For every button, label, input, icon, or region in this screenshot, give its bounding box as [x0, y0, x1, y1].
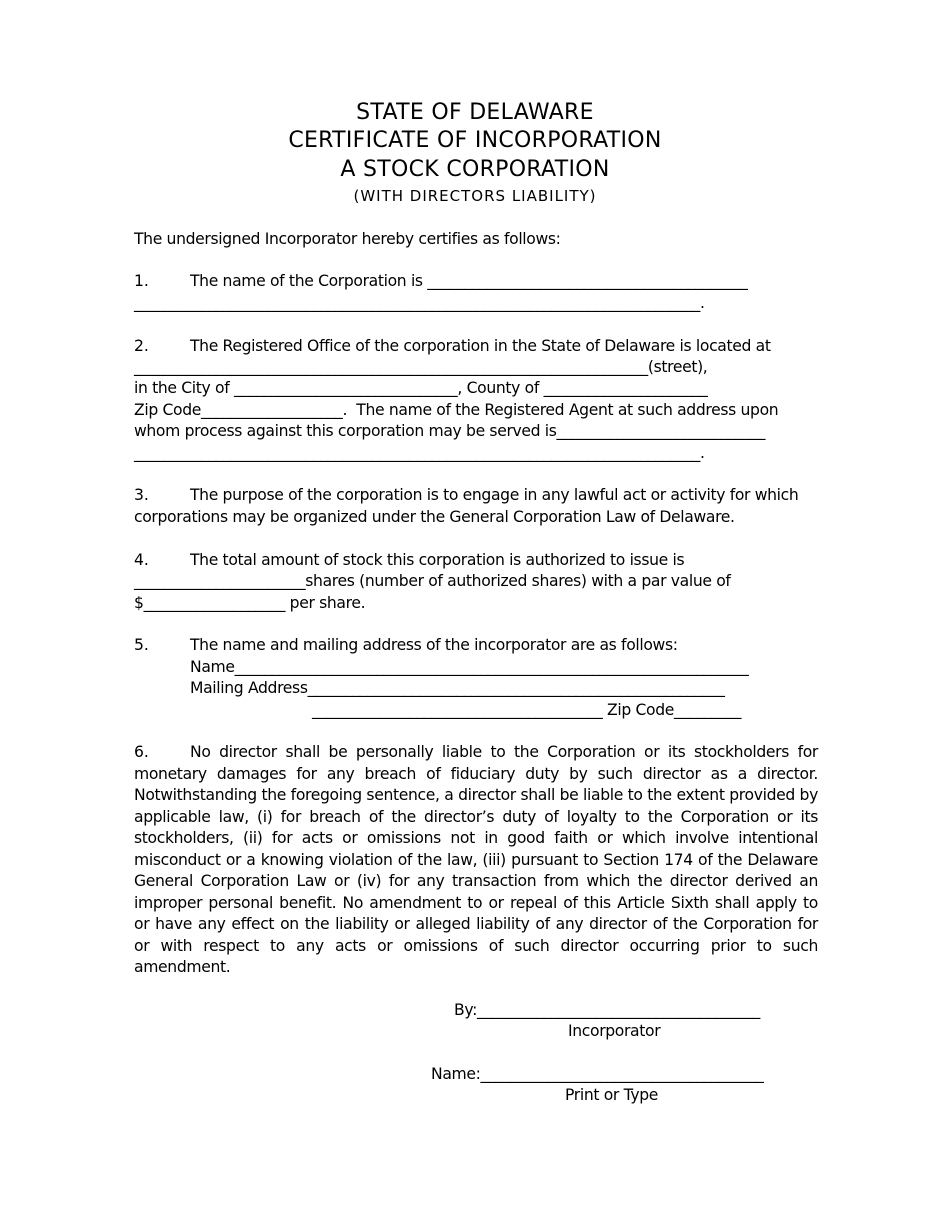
article-2-line-2: _____________________________________________________________________(street),: [134, 358, 708, 376]
article-5-number: 5.: [134, 636, 149, 654]
article-6-line-1: No director shall be personally liable to the Corporation or its stockholders for: [190, 743, 818, 761]
article-2-line-3: in the City of ______________________________, County of ______________________: [134, 379, 708, 397]
article-1-line-2: ____________________________________________________________________________.: [134, 294, 705, 312]
article-3-line-1: The purpose of the corporation is to engage in any lawful act or activity for which: [190, 486, 799, 504]
article-1-number: 1.: [134, 272, 149, 290]
title-state: STATE OF DELAWARE: [356, 100, 594, 125]
print-or-type-caption: Print or Type: [565, 1086, 659, 1104]
incorporator-caption: Incorporator: [568, 1022, 661, 1040]
article-6-line-2: monetary damages for any breach of fiduciary duty by such director as a director.: [134, 765, 818, 783]
incorporator-signature-field[interactable]: By:______________________________________: [454, 1001, 760, 1019]
article-4-number: 4.: [134, 551, 149, 569]
title-certificate: CERTIFICATE OF INCORPORATION: [288, 128, 662, 153]
article-6-line-11: amendment.: [134, 958, 231, 976]
article-6-line-10: or with respect to any acts or omissions of such director occurring prior to such: [134, 937, 818, 955]
article-6-line-9: or have any effect on the liability or alleged liability of any director of the Corporation for: [134, 915, 818, 933]
incorporator-name-field[interactable]: Name_____________________________________________________________________: [190, 658, 749, 676]
article-4-line-1: The total amount of stock this corporation is authorized to issue is: [190, 551, 685, 569]
subtitle-directors-liability: (WITH DIRECTORS LIABILITY): [353, 187, 597, 205]
incorporator-zip-field[interactable]: _______________________________________ Zip Code_________: [312, 701, 742, 719]
article-6-line-5: stockholders, (ii) for acts or omissions not in good faith or which involve intentional: [134, 829, 818, 847]
article-4-line-2: _______________________shares (number of authorized shares) with a par value of: [134, 572, 731, 590]
article-6-line-6: misconduct or a knowing violation of the law, (iii) pursuant to Section 174 of the Delaware: [134, 851, 818, 869]
article-6-line-7: General Corporation Law or (iv) for any transaction from which the director derived an: [134, 872, 818, 890]
printed-name-field[interactable]: Name:______________________________________: [431, 1065, 764, 1083]
intro-text: The undersigned Incorporator hereby certifies as follows:: [134, 230, 561, 248]
article-3-line-2: corporations may be organized under the General Corporation Law of Delaware.: [134, 508, 735, 526]
article-5-line-1: The name and mailing address of the incorporator are as follows:: [190, 636, 678, 654]
article-1-line-1: The name of the Corporation is ___________________________________________: [190, 272, 748, 290]
article-6-line-4: applicable law, (i) for breach of the director’s duty of loyalty to the Corporation or its: [134, 808, 818, 826]
article-2-number: 2.: [134, 337, 149, 355]
title-stock-corporation: A STOCK CORPORATION: [340, 157, 610, 182]
article-6-line-8: improper personal benefit. No amendment to or repeal of this Article Sixth shall apply to: [134, 894, 818, 912]
article-2-line-1: The Registered Office of the corporation in the State of Delaware is located at: [190, 337, 771, 355]
article-4-line-3: $___________________ per share.: [134, 594, 366, 612]
article-6-number: 6.: [134, 743, 149, 761]
article-2-line-4: Zip Code___________________. The name of the Registered Agent at such address upon: [134, 401, 779, 419]
article-2-line-5: whom process against this corporation may be served is____________________________: [134, 422, 766, 440]
article-2-line-6: ____________________________________________________________________________.: [134, 444, 705, 462]
incorporator-mailing-address-field[interactable]: Mailing Address________________________________________________________: [190, 679, 725, 697]
article-3-number: 3.: [134, 486, 149, 504]
article-6-line-3: Notwithstanding the foregoing sentence, a director shall be liable to the extent provided by: [134, 786, 818, 804]
